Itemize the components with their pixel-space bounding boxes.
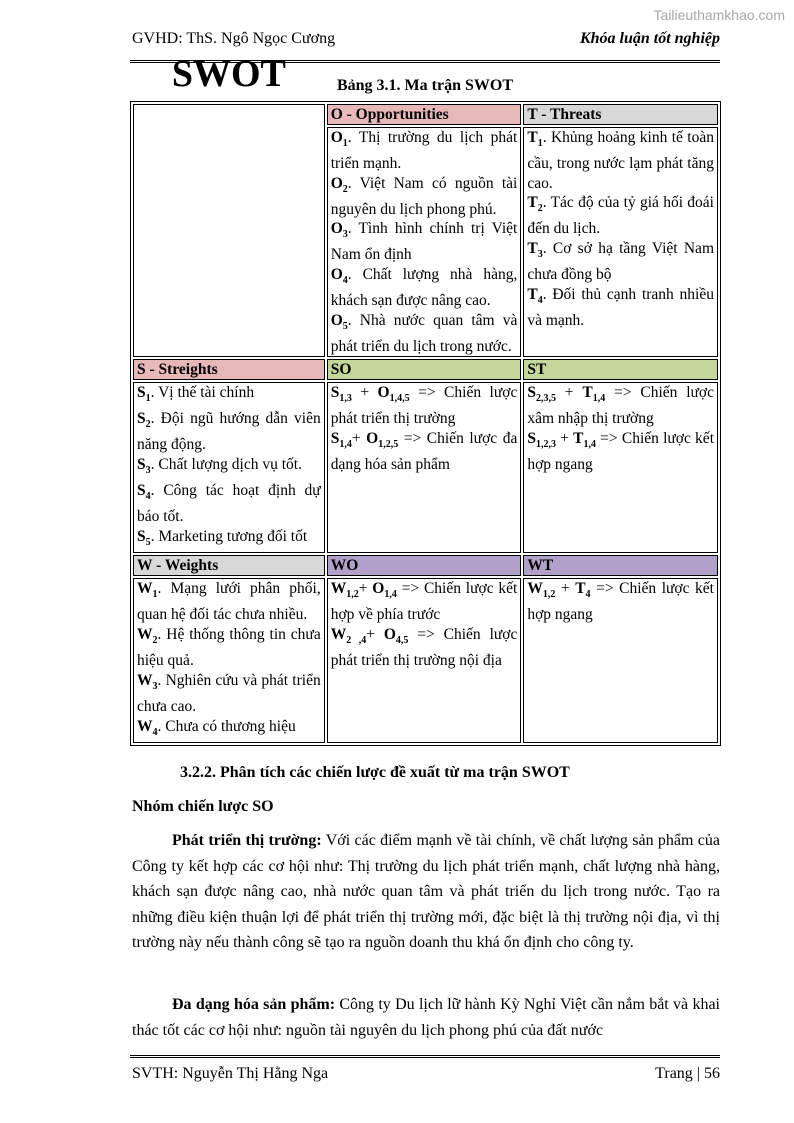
factor-subscript: 1,4,5 — [389, 393, 410, 405]
watermark: Tailieuthamkhao.com — [653, 7, 785, 23]
item-subscript: 2 — [152, 635, 158, 647]
item-subscript: 4 — [152, 726, 158, 738]
swot-item — [137, 455, 321, 481]
item-code: $O_1$ — [330, 129, 348, 150]
item-subscript: 1 — [152, 589, 158, 601]
strategy-plus: + — [555, 580, 576, 598]
item-code: $O_3$ — [330, 220, 348, 241]
item-text: . Tác độ của tỷ giá hối đoái đến du lịch. — [527, 194, 714, 238]
item-code: $T_2$ — [527, 194, 543, 215]
swot-item — [331, 219, 518, 265]
strategy-text: => Chiến lược kết hợp ngang — [527, 430, 714, 474]
so-header: SO — [327, 359, 522, 380]
swot-item — [331, 265, 518, 311]
paragraph-body: Công ty Du lịch lữ hành Kỳ Nghỉ Việt cần nắm bắt và khai thác tốt các cơ hội như: nguồn tài nguyên du lịch phong phú của đất nước — [132, 996, 720, 1039]
opportunities-list — [327, 127, 522, 357]
item-code: $T_3$ — [527, 240, 543, 261]
wt-header: WT — [523, 555, 718, 576]
item-subscript: 5 — [145, 536, 151, 548]
item-code: $S_3$ — [137, 456, 151, 477]
item-code: $S_1$ — [137, 384, 151, 405]
item-text: . Đội ngũ hướng dẫn viên năng động. — [137, 410, 321, 454]
swot-item — [137, 527, 321, 553]
item-subscript: 3 — [342, 229, 348, 241]
item-code: $O_5$ — [330, 311, 348, 332]
strategy-text: => Chiến lược xâm nhập thị trường — [527, 384, 714, 428]
item-subscript: 4 — [145, 491, 151, 502]
factor-subscript: 1,4 — [583, 439, 596, 451]
wo-strategies — [327, 578, 522, 743]
opportunities-header: O - Opportunities — [327, 104, 522, 125]
item-text: . Tình hình chính trị Việt Nam ổn định — [330, 220, 518, 264]
item-code: $W_2$ — [137, 626, 158, 647]
strategy-item — [331, 625, 518, 671]
item-text: . Cơ sở hạ tầng Việt Nam chưa đồng bộ — [527, 240, 714, 284]
item-subscript: 2 — [537, 203, 543, 215]
strategy-text: => Chiến lược kết hợp về phía trước — [330, 580, 518, 624]
factor-subscript: 2 ,4 — [346, 635, 367, 647]
factor-subscript: 4,5 — [395, 635, 409, 647]
swot-item — [137, 481, 321, 527]
item-text: . Nghiên cứu và phát triển chưa cao. — [137, 671, 321, 715]
swot-item — [331, 128, 518, 174]
item-subscript: 4 — [537, 294, 543, 306]
strategy-plus: + — [351, 430, 367, 448]
footer-student: SVTH: Nguyễn Thị Hằng Nga — [132, 1065, 329, 1082]
strategy-text: => Chiến lược phát triển thị trường nội địa — [330, 626, 518, 670]
item-text: . Thị trường du lịch phát triển mạnh. — [330, 129, 518, 172]
threats-list — [523, 127, 718, 357]
item-code: $O_2$ — [330, 174, 348, 195]
weaknesses-list — [133, 578, 325, 743]
item-code: $T_1$ — [527, 129, 543, 150]
item-code: $S_4$ — [137, 481, 151, 502]
item-subscript: 1 — [342, 138, 348, 150]
threats-header: T - Threats — [523, 104, 718, 125]
item-code: $W_1$ — [137, 580, 158, 601]
strategy-factor-b: $O_{1,2,5}$ — [366, 430, 399, 451]
strategy-factor-a: $W_{1,2}$ — [330, 580, 359, 601]
item-text: . Nhà nước quan tâm và phát triển du lịch trong nước. — [330, 311, 518, 355]
item-text: . Hệ thống thông tin chưa hiệu quả. — [137, 626, 321, 670]
swot-label: SWOT — [171, 53, 286, 95]
item-subscript: 3 — [537, 249, 543, 261]
strategy-plus: + — [555, 384, 583, 402]
st-strategies — [523, 382, 718, 553]
footer-divider — [130, 1055, 720, 1058]
swot-item — [527, 193, 714, 239]
swot-item — [527, 285, 714, 331]
section-title: 3.2.2. Phân tích các chiến lược đề xuất từ ma trận SWOT — [180, 764, 570, 781]
item-text: . Công tác hoạt định dự báo tốt. — [137, 481, 321, 525]
page-number: Trang | 56 — [655, 1065, 720, 1082]
item-text: . Mạng lưới phân phối, quan hệ đối tác chưa nhiều. — [137, 580, 321, 624]
factor-subscript: 1,2,3 — [535, 439, 556, 451]
item-text: . Marketing tương đối tốt — [150, 527, 308, 545]
header-advisor: GVHD: ThS. Ngô Ngọc Cương — [132, 30, 336, 47]
strategy-item — [527, 579, 714, 625]
item-text: . Chất lượng nhà hàng, khách sạn được nâng cao. — [330, 266, 518, 309]
strategy-text: => Chiến lược kết hợp ngang — [527, 580, 714, 624]
strategy-item — [527, 383, 714, 429]
factor-subscript: 1,2 — [346, 589, 359, 601]
strategy-factor-a: $S_{1,2,3}$ — [527, 430, 556, 451]
strategy-item — [331, 429, 518, 475]
paragraph-market-development — [132, 828, 720, 956]
strengths-list — [133, 382, 325, 553]
item-subscript: 3 — [152, 680, 158, 692]
factor-subscript: 1,4 — [592, 393, 606, 405]
factor-subscript: 1,2 — [542, 589, 556, 601]
weaknesses-header: W - Weights — [133, 555, 325, 576]
item-code: $W_3$ — [137, 671, 158, 692]
item-subscript: 1 — [537, 138, 543, 150]
strategy-item — [331, 579, 518, 625]
swot-item — [527, 128, 714, 193]
item-subscript: 1 — [145, 393, 151, 405]
strategy-factor-a: $S_{1,3}$ — [330, 384, 352, 405]
item-code: $T_4$ — [527, 285, 543, 306]
item-text: . Đối thủ cạnh tranh nhiều và mạnh. — [527, 285, 714, 329]
item-code: $W_4$ — [137, 717, 158, 738]
strategy-text: => Chiến lược đa dạng hóa sản phẩm — [330, 430, 518, 474]
item-subscript: 2 — [145, 419, 151, 431]
factor-subscript: 4 — [585, 589, 591, 601]
strategy-factor-b: $T_{1,4}$ — [573, 430, 596, 451]
item-subscript: 2 — [342, 183, 348, 195]
swot-item — [527, 239, 714, 285]
strategy-plus: + — [555, 430, 574, 448]
strategy-plus: + — [366, 626, 384, 644]
strategy-factor-a: $S_{1,4}$ — [330, 430, 352, 451]
wt-strategies — [523, 578, 718, 743]
strategy-factor-b: $O_{1,4}$ — [372, 580, 397, 601]
item-code: $O_4$ — [330, 266, 348, 287]
swot-item — [331, 174, 518, 220]
strategy-factor-a: $S_{2,3,5}$ — [527, 384, 556, 405]
wo-header: WO — [327, 555, 522, 576]
swot-item — [137, 625, 321, 671]
group-title: Nhóm chiến lược SO — [132, 798, 274, 815]
item-text: . Vị thế tài chính — [150, 384, 255, 402]
item-text: . Việt Nam có nguồn tài nguyên du lịch phong phú. — [330, 174, 518, 218]
swot-item — [137, 579, 321, 625]
table-caption: Bảng 3.1. Ma trận SWOT — [336, 77, 513, 94]
paragraph-body: Với các điểm mạnh về tài chính, về chất lượng sản phẩm của Công ty kết hợp các cơ hội như: Thị trường du lịch phát triển mạnh, chất lượng nhà hàng, khách sạn được nâng cao, nhà nước quan tâm và phát triển du lịch trong nước. Tạo ra những điều kiện thuận lợi để phát triển thị trường mới, đặc biệt là thị trường nội địa, vì thị trường này nếu thành công sẽ tạo ra nguồn doanh thu khá ổn định cho công ty. — [132, 832, 720, 952]
item-text: . Chưa có thương hiệu — [157, 717, 296, 735]
st-header: ST — [523, 359, 718, 380]
item-code: $S_2$ — [137, 410, 151, 431]
factor-subscript: 1,4 — [339, 439, 352, 451]
factor-subscript: 1,2,5 — [378, 439, 399, 451]
factor-subscript: 1,4 — [384, 589, 397, 601]
item-subscript: 3 — [145, 465, 151, 477]
swot-item — [331, 311, 518, 357]
factor-subscript: 2,3,5 — [535, 393, 556, 405]
header-title: Khóa luận tốt nghiệp — [579, 30, 720, 47]
item-text: . Chất lượng dịch vụ tốt. — [150, 456, 302, 474]
swot-item — [137, 671, 321, 717]
strategy-factor-b: $T_4$ — [575, 580, 591, 601]
swot-item — [137, 383, 321, 409]
strategy-plus: + — [351, 384, 378, 402]
factor-subscript: 1,3 — [339, 393, 352, 405]
strategy-item — [331, 383, 518, 429]
strengths-header: S - Streights — [133, 359, 325, 380]
swot-item — [137, 717, 321, 743]
strategy-text: => Chiến lược phát triển thị trường — [330, 384, 518, 428]
strategy-factor-b: $O_{4,5}$ — [383, 626, 409, 647]
strategy-factor-b: $O_{1,4,5}$ — [377, 384, 410, 405]
paragraph-lead: Phát triển thị trường: — [172, 832, 322, 849]
strategy-plus: + — [358, 580, 373, 598]
strategy-factor-a: $W_{2 ,4}$ — [330, 626, 367, 647]
paragraph-product-diversification — [132, 992, 720, 1043]
so-strategies — [327, 382, 522, 553]
strategy-factor-b: $T_{1,4}$ — [582, 384, 606, 405]
item-text: . Khủng hoảng kinh tế toàn cầu, trong nước lạm phát tăng cao. — [527, 129, 714, 192]
paragraph-lead: Đa dạng hóa sản phẩm: — [172, 996, 336, 1013]
strategy-item — [527, 429, 714, 475]
item-subscript: 4 — [342, 275, 348, 287]
swot-item — [137, 409, 321, 455]
item-subscript: 5 — [342, 320, 348, 332]
swot-title-cell — [133, 53, 325, 357]
item-code: $S_5$ — [137, 527, 151, 548]
strategy-factor-a: $W_{1,2}$ — [527, 580, 556, 601]
